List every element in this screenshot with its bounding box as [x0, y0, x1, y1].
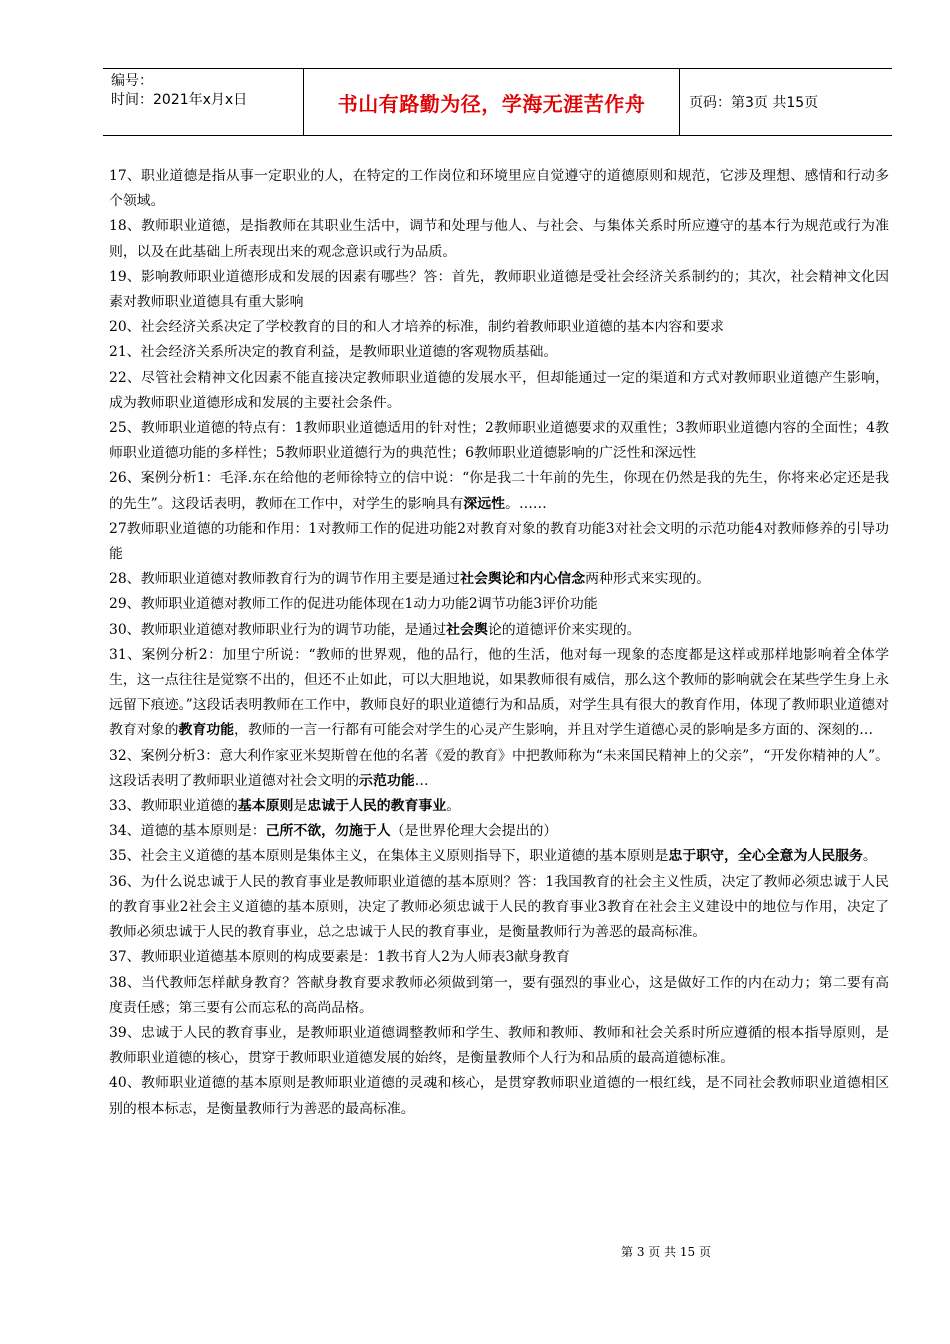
text-segment: 是 [293, 798, 308, 815]
paragraph [109, 517, 889, 567]
bold-text: 深远性 [463, 495, 506, 512]
text-segment: 26、案例分析1：毛泽.东在给他的老师徐特立的信中说：“你是我二十年前的先生，你现在仍然是我的先生，你将来必定还是我的先生”。这段话表明，教师在工作中，对学生的影响具有 [109, 470, 889, 512]
paragraph [109, 643, 889, 744]
paragraph [109, 214, 889, 264]
bold-text: 基本原则 [237, 798, 294, 815]
text-segment: 两种形式来实现的。 [585, 571, 711, 588]
paragraph [109, 340, 889, 365]
text-segment: 20、社会经济关系决定了学校教育的目的和人才培养的标准，制约着教师职业道德的基本内容和要求 [109, 319, 724, 336]
text-segment: 36、为什么说忠诚于人民的教育事业是教师职业道德的基本原则？答：1我国教育的社会主义性质，决定了教师必须忠诚于人民的教育事业2社会主义道德的基本原则，决定了教师必须忠诚于人民的教育事业3教育在社会主义建设中的地位与作用，决定了教师必须忠诚于人民的教育事业，总之忠诚于人民的教育事业，是衡量教师行为善恶的最高标准。 [109, 873, 889, 941]
paragraph [109, 1071, 889, 1121]
text-segment: 25、教师职业道德的特点有：1教师职业道德适用的针对性；2教师职业道德要求的双重性；3教师职业道德内容的全面性；4教师职业道德功能的多样性；5教师职业道德行为的典范性；6教师职业道德影响的广泛性和深远性 [109, 420, 889, 462]
motto-cell [304, 69, 680, 135]
text-segment: 17、职业道德是指从事一定职业的人，在特定的工作岗位和环境里应自觉遵守的道德原则和规范，它涉及理想、感情和行动多个领域。 [109, 168, 889, 210]
bold-text: 忠于职守，全心全意为人民服务 [668, 848, 863, 865]
text-segment: 30、教师职业道德对教师职业行为的调节功能，是通过 [109, 621, 447, 638]
text-segment: 。…… [505, 495, 547, 512]
text-segment: 34、道德的基本原则是： [109, 823, 266, 840]
number-label: 编号： [111, 73, 153, 89]
paragraph [109, 567, 889, 592]
paragraph [109, 744, 889, 794]
paragraph [109, 466, 889, 516]
text-segment: 38、当代教师怎样献身教育？答献身教育要求教师必须做到第一，要有强烈的事业心，这是做好工作的内在动力；第二要有高度责任感；第三要有公而忘私的高尚品格。 [109, 974, 889, 1016]
text-segment: 37、教师职业道德基本原则的构成要素是：1教书育人2为人师表3献身教育 [109, 949, 570, 966]
text-segment: 35、社会主义道德的基本原则是集体主义，在集体主义原则指导下，职业道德的基本原则是 [109, 848, 669, 865]
paragraph [109, 265, 889, 315]
paragraph [109, 971, 889, 1021]
text-segment: 40、教师职业道德的基本原则是教师职业道德的灵魂和核心，是贯穿教师职业道德的一根红线，是不同社会教师职业道德相区别的根本标志，是衡量教师行为善恶的最高标准。 [109, 1075, 889, 1117]
paragraph [109, 1021, 889, 1071]
document-body [109, 164, 889, 1122]
paragraph [109, 794, 889, 819]
text-segment: 39、忠诚于人民的教育事业，是教师职业道德调整教师和学生、教师和教师、教师和社会关系时所应遵循的根本指导原则，是教师职业道德的核心，贯穿于教师职业道德发展的始终，是衡量教师个人行为和品质的最高道德标准。 [109, 1024, 889, 1067]
paragraph [109, 416, 889, 466]
text-segment: 28、教师职业道德对教师教育行为的调节作用主要是通过 [109, 571, 461, 588]
paragraph [109, 164, 889, 214]
text-segment: 32、案例分析3：意大利作家亚米契斯曾在他的名著《爱的教育》中把教师称为“未来国民精神上的父亲”，“开发你精神的人”。这段话表明了教师职业道德对社会文明的 [109, 747, 889, 789]
text-segment: 论的道德评价来实现的。 [487, 621, 641, 638]
text-segment: 31、案例分析2：加里宁所说：“教师的世界观，他的品行，他的生活，他对每一现象的态度都是这样或那样地影响着全体学生，这一点往往是觉察不出的，但还不止如此，可以大胆地说，如果教师很有威信，那么这个教师的影响就会在某些学生身上永远留下痕迹。”这段话表明教师在工作中，教师良好的职业道德行为和品质，对学生具有很大的教育作用，体现了教师职业道德对教育对象的 [109, 646, 889, 739]
text-segment: 。 [862, 848, 877, 865]
page-footer: 第 3 页 共 15 页 [621, 1245, 711, 1259]
text-segment: ，教师的一言一行都有可能会对学生的心灵产生影响，并且对学生道德心灵的影响是多方面的、深刻的… [234, 722, 874, 739]
bold-text: 示范功能 [359, 772, 415, 789]
bold-text: 社会舆论和内心信念 [460, 571, 586, 588]
paragraph [109, 819, 889, 844]
paragraph [109, 366, 889, 416]
text-segment: （是世界伦理大会提出的） [390, 823, 558, 840]
text-segment: 18、教师职业道德，是指教师在其职业生活中，调节和处理与他人、与社会、与集体关系时所应遵守的基本行为规范或行为准则，以及在此基础上所表现出来的观念意识或行为品质。 [109, 218, 889, 260]
paragraph [109, 844, 889, 869]
bold-text: 忠诚于人民的教育事业 [307, 798, 447, 815]
page-code-cell [680, 69, 892, 135]
paragraph [109, 870, 889, 946]
paragraph [109, 315, 889, 340]
text-segment: 27教师职业道德的功能和作用：1对教师工作的促进功能2对教育对象的教育功能3对社会文明的示范功能4对教师修养的引导功能 [109, 520, 889, 563]
motto-text: 书山有路勤为径，学海无涯苦作舟 [337, 91, 646, 116]
bold-text: 教育功能 [178, 722, 235, 739]
text-segment: 21、社会经济关系所决定的教育利益，是教师职业道德的客观物质基础。 [109, 344, 558, 361]
paragraph [109, 945, 889, 970]
text-segment: 。 [446, 798, 461, 815]
page-code-text: 页码：第3页 共15页 [689, 95, 819, 111]
bold-text: 己所不欲，勿施于人 [265, 823, 391, 840]
page-header [103, 68, 892, 136]
paragraph [109, 592, 889, 617]
bold-text: 社会舆 [446, 621, 488, 638]
time-label: 时间：2021年x月x日 [111, 92, 248, 108]
text-segment: 33、教师职业道德的 [109, 798, 238, 815]
text-segment: 19、影响教师职业道德形成和发展的因素有哪些？答：首先，教师职业道德是受社会经济关系制约的；其次，社会精神文化因素对教师职业道德具有重大影响 [109, 268, 889, 311]
header-meta-cell [103, 69, 304, 135]
paragraph [109, 618, 889, 643]
text-segment: 22、尽管社会精神文化因素不能直接决定教师职业道德的发展水平，但却能通过一定的渠道和方式对教师职业道德产生影响，成为教师职业道德形成和发展的主要社会条件。 [109, 369, 889, 411]
text-segment: … [414, 772, 429, 789]
text-segment: 29、教师职业道德对教师工作的促进功能体现在1动力功能2调节功能3评价功能 [109, 596, 598, 613]
